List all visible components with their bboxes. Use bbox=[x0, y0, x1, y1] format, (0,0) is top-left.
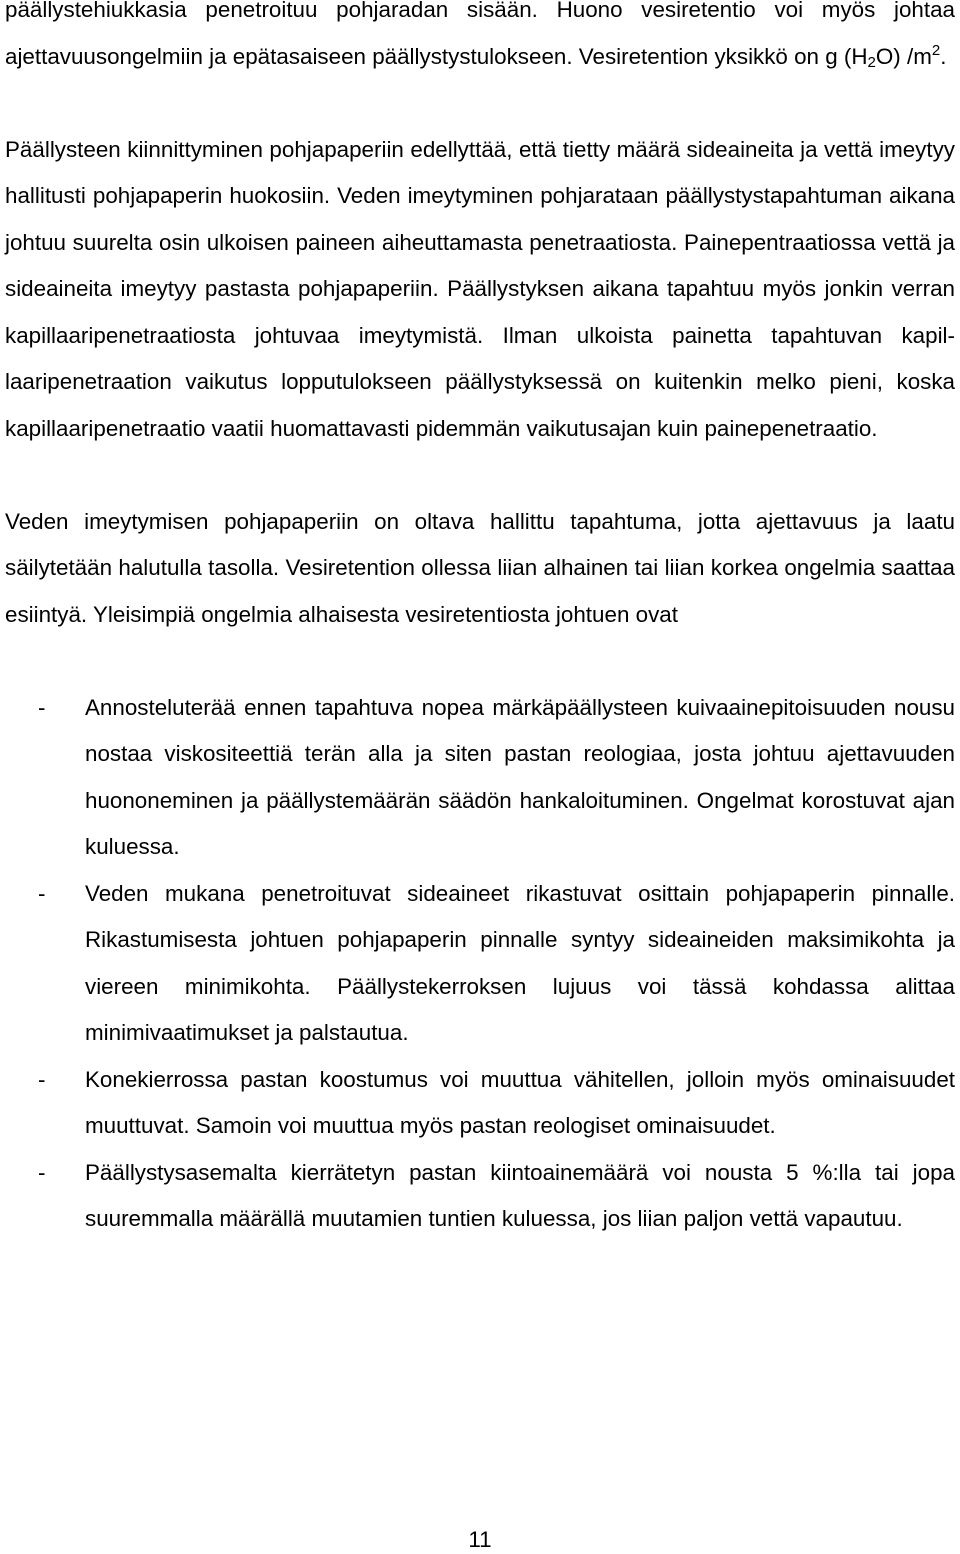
list-dash-marker: - bbox=[38, 1066, 46, 1092]
subscript-2: 2 bbox=[867, 53, 876, 71]
list-item-text: Annosteluterää ennen tapahtuva nopea märkäpäällysteen kuivaainepitoisuuden nousu nostaa viskositeettiä terän alla ja siten pastan reologiaa, josta johtuu ajettavuuden huononeminen ja päällystemäärän säädön hankaloituminen. Ongelmat korostuvat ajan kuluessa. bbox=[85, 694, 955, 859]
paragraph-gap bbox=[5, 638, 955, 685]
list-item-text: Konekierrossa pastan koostumus voi muuttua vähitellen, jolloin myös ominaisuudet muuttuvat. Samoin voi muuttua myös pastan reologiset ominaisuudet. bbox=[85, 1066, 955, 1138]
list-item-text: Veden mukana penetroituvat sideaineet rikastuvat osittain pohjapaperin pinnalle. Rikastumisesta johtuen pohjapaperin pinnalle syntyy sideaineiden maksimikohta ja viereen minimikohta. Päällystekerroksen lujuus voi tässä kohdassa alittaa minimivaatimukset ja palstautua. bbox=[85, 880, 955, 1045]
paragraph-text: O) /m bbox=[875, 43, 932, 69]
list-dash-marker: - bbox=[38, 880, 46, 906]
list-item bbox=[5, 871, 955, 1057]
paragraph-gap bbox=[5, 80, 955, 127]
paragraph-coating-adhesion: Päällysteen kiinnittyminen pohjapaperiin edellyttää, että tietty määrä sideaineita ja vettä imeytyy hallitusti pohjapaperin huokosiin. Veden imeytyminen pohjarataan päällystystapahtuman aikana johtuu suurelta osin ulkoisen paineen aiheuttamasta penetraatiosta. Painepentraatiossa vettä ja sideaineita imeytyy pastasta pohjapaperiin. Päällystyksen aikana tapahtuu myös jonkin verran kapillaaripenetraatiosta johtuvaa imeytymistä. Ilman ulkoista painetta tapahtuvan kapillaaripenetraation vaikutus lopputulokseen päällystyksessä on kuitenkin melko pieni, koska kapillaaripenetraatio vaatii huomattavasti pidemmän vaikutusajan kuin painepenetraatio. bbox=[5, 136, 955, 441]
paragraph-text: päällystehiukkasia penetroituu pohjaradan sisään. Huono vesiretentio voi myös johtaa ajettavuusongelmiin ja epätasaiseen päällystystulokseen. Vesiretention yksikkö on g (H bbox=[5, 0, 955, 69]
paragraph-text: . bbox=[940, 43, 947, 69]
list-item bbox=[5, 1057, 955, 1150]
list-item bbox=[5, 1150, 955, 1243]
page-number: 11 bbox=[468, 1527, 492, 1552]
superscript-2: 2 bbox=[931, 41, 941, 59]
list-dash-marker: - bbox=[38, 1159, 46, 1185]
paragraph-water-retention bbox=[5, 0, 955, 80]
list-item bbox=[5, 685, 955, 871]
problem-list bbox=[5, 685, 955, 1243]
list-dash-marker: - bbox=[38, 694, 46, 720]
list-item-text: Päällystysasemalta kierrätetyn pastan kiintoainemäärä voi nousta 5 %:lla tai jopa suuremmalla määrällä muutamien tuntien kuluessa, jos liian paljon vettä vapautuu. bbox=[85, 1159, 955, 1231]
paragraph-water-absorption: Veden imeytymisen pohjapaperiin on oltava hallittu tapahtuma, jotta ajettavuus ja laatu säilytetään halutulla tasolla. Vesiretention ollessa liian alhainen tai liian korkea ongelmia saattaa esiintyä. Yleisimpiä ongelmia alhaisesta vesiretentiosta johtuen ovat bbox=[5, 508, 955, 627]
document-page bbox=[5, 0, 955, 1243]
paragraph-gap bbox=[5, 452, 955, 499]
